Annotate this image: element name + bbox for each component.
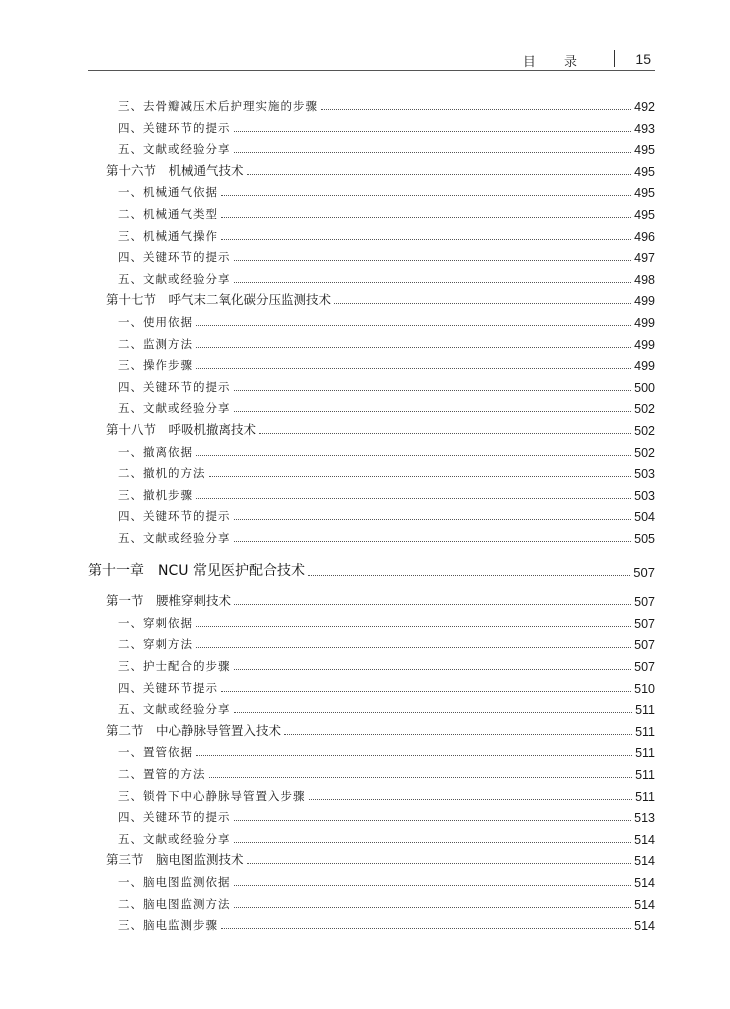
dot-leader <box>196 646 631 648</box>
toc-entry-page: 493 <box>634 121 655 136</box>
toc-item <box>118 892 655 912</box>
toc-entry-title: 第二节 中心静脉导管置入技术 <box>106 722 282 738</box>
toc-entry-title: 五、文献或经验分享 <box>118 401 231 416</box>
toc-entry-page: 511 <box>635 724 655 739</box>
dot-leader <box>221 238 631 240</box>
page-number: 15 <box>635 51 651 67</box>
toc-item <box>118 180 655 200</box>
dot-leader <box>209 776 633 778</box>
toc-item <box>118 526 655 546</box>
toc-entry-title: 一、使用依据 <box>118 315 193 329</box>
toc-item <box>118 396 655 416</box>
toc-entry-page: 507 <box>634 638 655 653</box>
dot-leader <box>209 475 632 477</box>
toc-entry-title: 二、穿刺方法 <box>118 637 193 652</box>
toc-item <box>118 353 655 373</box>
toc-item <box>118 784 655 804</box>
dot-leader <box>196 625 631 627</box>
dot-leader <box>308 574 630 576</box>
toc-entry-title: 五、文献或经验分享 <box>118 142 231 157</box>
toc-item <box>118 827 655 847</box>
toc-entry-title: 二、撤机的方法 <box>118 466 206 481</box>
toc-entry-title: 第十一章 NCU 常见医护配合技术 <box>88 562 305 579</box>
toc-entry-title: 第十八节 呼吸机撤离技术 <box>106 422 257 437</box>
toc-entry-title: 一、撤离依据 <box>118 444 193 459</box>
toc-entry-title: 四、关键环节的提示 <box>118 509 231 524</box>
dot-leader <box>234 819 632 821</box>
toc-item <box>118 654 655 674</box>
dot-leader <box>334 302 631 304</box>
dot-leader <box>221 690 631 692</box>
dot-leader <box>221 927 631 929</box>
dot-leader <box>234 841 632 843</box>
dot-leader <box>221 216 631 218</box>
toc-entry-page: 507 <box>634 616 655 631</box>
toc-entry-page: 507 <box>634 660 655 674</box>
toc-entry-title: 第三节 脑电图监测技术 <box>106 852 244 868</box>
toc-entry-page: 511 <box>635 746 655 761</box>
toc-entry-page: 514 <box>634 876 655 890</box>
toc-entry-page: 502 <box>634 424 655 438</box>
toc-item <box>118 805 655 825</box>
toc-entry-page: 504 <box>634 510 655 525</box>
toc-item <box>118 440 655 460</box>
toc-entry-title: 五、文献或经验分享 <box>118 271 231 286</box>
toc-entry-page: 505 <box>634 532 655 546</box>
dot-leader <box>234 389 632 391</box>
dot-leader <box>234 906 632 908</box>
toc-entry-page: 495 <box>634 186 655 201</box>
toc-entry-page: 507 <box>634 595 655 610</box>
toc-entry-page: 499 <box>634 359 655 374</box>
toc-item <box>118 740 655 760</box>
toc-entry-title: 四、关键环节的提示 <box>118 810 231 825</box>
toc-item <box>118 310 655 330</box>
toc-item <box>118 676 655 696</box>
toc-entry-title: 三、锁骨下中心静脉导管置入步骤 <box>118 788 306 803</box>
toc-entry-title: 第一节 腰椎穿刺技术 <box>106 593 232 609</box>
dot-leader <box>234 668 632 670</box>
dot-leader <box>234 711 633 713</box>
toc-entry-page: 498 <box>634 272 655 287</box>
toc-section <box>106 159 655 179</box>
toc-entry-page: 511 <box>635 789 655 804</box>
dot-leader <box>234 518 632 520</box>
toc-entry-page: 503 <box>634 467 655 482</box>
dot-leader <box>234 884 632 886</box>
toc-item <box>118 94 655 114</box>
toc-item <box>118 504 655 524</box>
toc-item <box>118 483 655 503</box>
toc-entry-title: 五、文献或经验分享 <box>118 531 231 545</box>
dot-leader <box>234 151 632 153</box>
toc-entry-page: 495 <box>634 208 655 222</box>
dot-leader <box>247 173 632 175</box>
toc-entry-title: 四、关键环节的提示 <box>118 250 231 265</box>
toc-item <box>118 137 655 157</box>
toc-item <box>118 870 655 890</box>
toc-entry-title: 三、撤机步骤 <box>118 487 193 502</box>
toc-entry-page: 497 <box>634 251 655 266</box>
toc-entry-page: 499 <box>634 316 655 330</box>
toc-item <box>118 697 655 717</box>
toc-entry-title: 三、护士配合的步骤 <box>118 659 231 673</box>
toc-item <box>118 762 655 782</box>
toc-entry-title: 一、置管依据 <box>118 745 193 760</box>
toc-item <box>118 267 655 287</box>
toc-entry-page: 507 <box>633 564 655 580</box>
dot-leader <box>309 798 633 800</box>
toc-entry-page: 503 <box>634 488 655 503</box>
toc-entry-page: 511 <box>635 703 655 718</box>
toc-entry-title: 二、监测方法 <box>118 336 193 351</box>
toc-entry-title: 四、关键环节的提示 <box>118 379 231 394</box>
toc-entry-title: 四、关键环节的提示 <box>118 120 231 135</box>
toc-entry-page: 495 <box>634 143 655 158</box>
toc-entry-title: 一、机械通气依据 <box>118 185 218 200</box>
toc-entry-title: 第十七节 呼气末二氧化碳分压监测技术 <box>106 292 332 308</box>
toc-entry-title: 五、文献或经验分享 <box>118 831 231 846</box>
toc-section <box>106 418 655 438</box>
toc-item <box>118 224 655 244</box>
header-rule <box>88 70 655 71</box>
toc-item <box>118 611 655 631</box>
toc-entry-page: 513 <box>634 811 655 826</box>
toc-entry-page: 500 <box>634 380 655 395</box>
toc-entry-page: 499 <box>634 294 655 309</box>
toc-entry-page: 492 <box>634 100 655 114</box>
page-header <box>88 50 655 70</box>
toc-section <box>106 719 655 739</box>
toc-entry-title: 一、穿刺依据 <box>118 615 193 630</box>
toc-entry-title: 三、去骨瓣减压术后护理实施的步骤 <box>118 99 318 113</box>
toc-section <box>106 589 655 609</box>
dot-leader <box>284 733 632 735</box>
toc-entry-title: 三、脑电监测步骤 <box>118 918 218 933</box>
dot-leader <box>234 130 632 132</box>
toc-entry-title: 三、机械通气操作 <box>118 228 218 243</box>
toc-section <box>106 288 655 308</box>
toc-entry-title: 第十六节 机械通气技术 <box>106 162 244 178</box>
header-separator <box>614 50 615 67</box>
dot-leader <box>247 862 632 864</box>
toc-entry-page: 514 <box>634 919 655 934</box>
toc-entry-title: 二、置管的方法 <box>118 767 206 781</box>
toc-item <box>118 461 655 481</box>
dot-leader <box>234 259 632 261</box>
toc-entry-title: 二、机械通气类型 <box>118 207 218 221</box>
toc-item <box>118 202 655 222</box>
toc-entry-page: 496 <box>634 229 655 244</box>
toc-entry-page: 502 <box>634 402 655 417</box>
toc-section <box>106 848 655 868</box>
running-title: 目 录 <box>522 55 589 70</box>
toc-entry-page: 514 <box>634 897 655 912</box>
toc-entry-page: 495 <box>634 164 655 179</box>
dot-leader <box>196 346 631 348</box>
dot-leader <box>221 194 631 196</box>
dot-leader <box>259 432 631 434</box>
toc-chapter <box>88 560 655 580</box>
toc-entry-page: 499 <box>634 337 655 352</box>
toc-item <box>118 375 655 395</box>
toc-item <box>118 116 655 136</box>
toc-entry-title: 三、操作步骤 <box>118 358 193 373</box>
dot-leader <box>196 367 631 369</box>
dot-leader <box>196 497 631 499</box>
toc-entry-page: 511 <box>635 768 655 782</box>
toc-item <box>118 913 655 933</box>
dot-leader <box>196 454 631 456</box>
dot-leader <box>196 754 632 756</box>
dot-leader <box>321 108 631 110</box>
dot-leader <box>234 410 632 412</box>
dot-leader <box>234 603 631 605</box>
toc-entry-page: 514 <box>634 832 655 847</box>
toc-entry-page: 514 <box>634 854 655 869</box>
toc-entry-title: 一、脑电图监测依据 <box>118 875 231 889</box>
toc-item <box>118 332 655 352</box>
toc-entry-page: 502 <box>634 445 655 460</box>
dot-leader <box>196 324 631 326</box>
toc-item <box>118 245 655 265</box>
toc-entry-title: 五、文献或经验分享 <box>118 702 231 717</box>
toc-entry-title: 二、脑电图监测方法 <box>118 896 231 911</box>
toc-item <box>118 632 655 652</box>
toc-entry-title: 四、关键环节提示 <box>118 680 218 695</box>
dot-leader <box>234 281 632 283</box>
toc-entry-page: 510 <box>634 681 655 696</box>
dot-leader <box>234 540 632 542</box>
